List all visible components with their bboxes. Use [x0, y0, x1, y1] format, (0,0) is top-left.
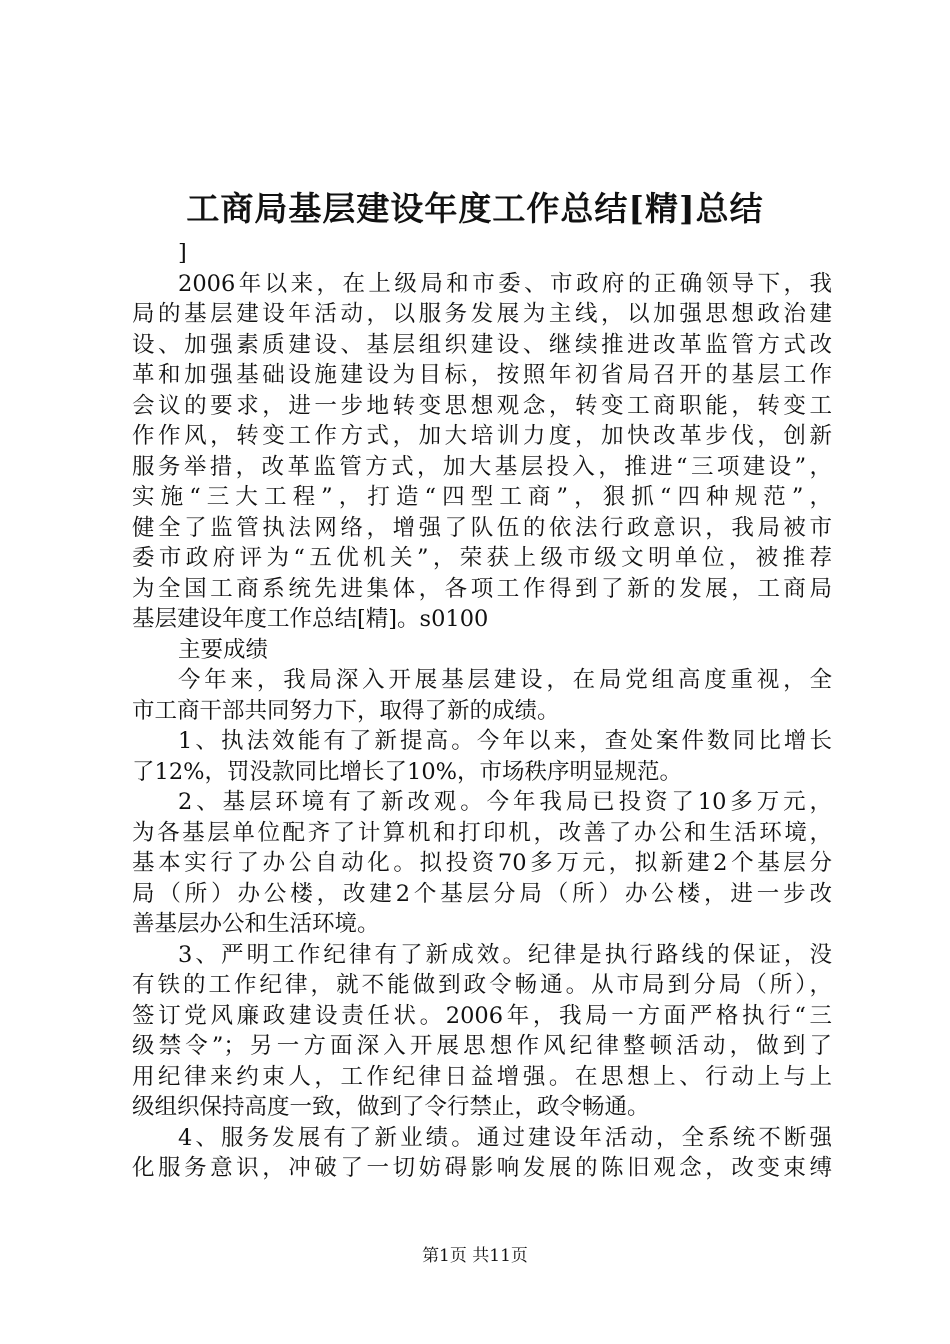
text-line: 设、加强素质建设、基层组织建设、继续推进改革监管方式改: [132, 331, 832, 358]
document-title: 工商局基层建设年度工作总结[精]总结: [186, 189, 764, 228]
text-line: 级禁令”；另一方面深入开展思想作风纪律整顿活动，做到了: [132, 1033, 832, 1059]
text-line: 基本实行了办公自动化。拟投资70多万元，拟新建2个基层分: [132, 850, 832, 876]
text-line: 今年来，我局深入开展基层建设，在局党组高度重视，全: [178, 667, 832, 693]
text-line: ]: [178, 240, 187, 266]
text-line: 为各基层单位配齐了计算机和打印机，改善了办公和生活环境，: [132, 819, 832, 846]
text-line: 委市政府评为“五优机关”，荣获上级市级文明单位，被推荐: [132, 545, 832, 571]
page-footer: 第1页 共11页: [422, 1246, 528, 1266]
text-line: 局（所）办公楼，改建2个基层分局（所）办公楼，进一步改: [132, 880, 832, 907]
text-line: 1、执法效能有了新提高。今年以来，查处案件数同比增长: [178, 728, 832, 754]
text-line: 用纪律来约束人，工作纪律日益增强。在思想上、行动上与上: [132, 1063, 832, 1090]
text-line: 基层建设年度工作总结[精]。s0100: [132, 606, 489, 632]
text-line: 4、服务发展有了新业绩。通过建设年活动，全系统不断强: [178, 1124, 832, 1151]
text-line: 级组织保持高度一致，做到了令行禁止，政令畅通。: [132, 1094, 650, 1120]
text-line: 了12%，罚没款同比增长了10%，市场秩序明显规范。: [132, 758, 683, 785]
text-line: 化服务意识，冲破了一切妨碍影响发展的陈旧观念，改变束缚: [132, 1155, 832, 1181]
text-line: 有铁的工作纪律，就不能做到政令畅通。从市局到分局（所），: [132, 972, 832, 998]
text-line: 3、严明工作纪律有了新成效。纪律是执行路线的保证，没: [178, 941, 832, 968]
text-line: 会议的要求，进一步地转变思想观念，转变工商职能，转变工: [132, 392, 832, 419]
text-line: 善基层办公和生活环境。: [132, 911, 380, 937]
text-line: 签订党风廉政建设责任状。2006年，我局一方面严格执行“三: [132, 1002, 832, 1029]
document-body: [132, 238, 832, 1184]
text-line: 主要成绩: [178, 636, 269, 663]
text-line: 2006年以来，在上级局和市委、市政府的正确领导下，我: [178, 270, 832, 297]
text-line: 2、基层环境有了新改观。今年我局已投资了10多万元，: [178, 789, 832, 815]
text-line: 局的基层建设年活动，以服务发展为主线，以加强思想政治建: [132, 301, 832, 327]
text-line: 为全国工商系统先进集体，各项工作得到了新的发展，工商局: [132, 575, 832, 602]
text-line: 革和加强基础设施建设为目标，按照年初省局召开的基层工作: [132, 362, 832, 388]
text-line: 服务举措，改革监管方式，加大基层投入，推进“三项建设”，: [132, 453, 832, 480]
text-line: 市工商干部共同努力下，取得了新的成绩。: [132, 697, 560, 724]
text-line: 实施“三大工程”，打造“四型工商”，狠抓“四种规范”，: [132, 484, 832, 510]
text-line: 作作风，转变工作方式，加大培训力度，加快改革步伐，创新: [132, 423, 832, 449]
text-line: 健全了监管执法网络，增强了队伍的依法行政意识，我局被市: [132, 514, 832, 541]
